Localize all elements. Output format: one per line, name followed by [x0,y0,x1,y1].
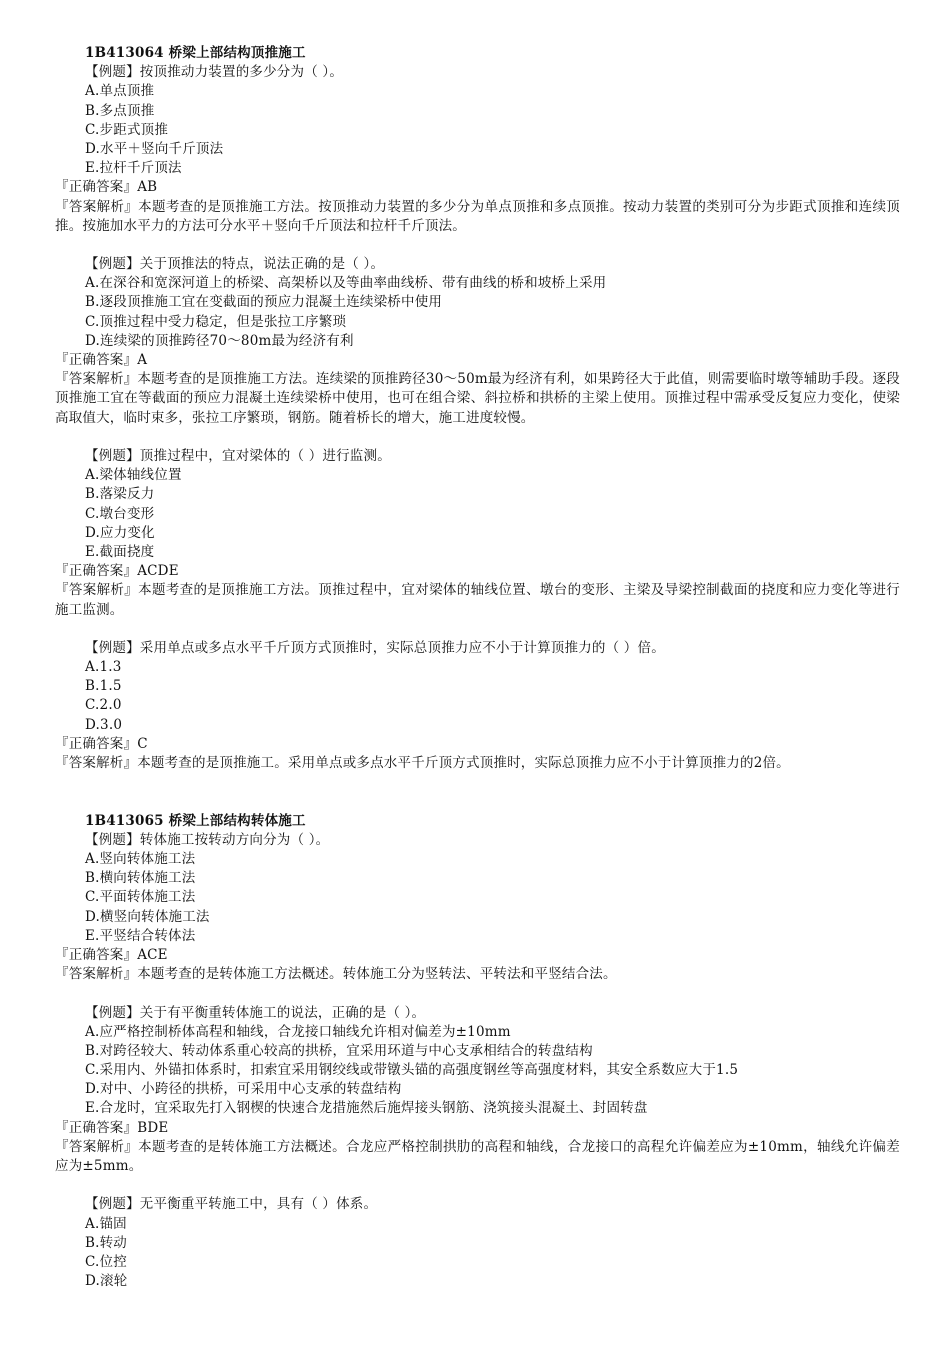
correct-answer: 『正确答案』C [55,735,148,752]
question-option: B.落梁反力 [85,486,155,503]
question-option: D.3.0 [85,716,123,733]
question-option: B.横向转体施工法 [85,870,196,887]
question-stem: 【例题】关于顶推法的特点，说法正确的是（ ）。 [85,256,385,273]
correct-answer: 『正确答案』A [55,352,148,369]
correct-answer: 『正确答案』ACE [55,946,168,963]
question-block [0,1195,950,1291]
question-option: A.竖向转体施工法 [85,851,196,868]
question-block [0,447,950,620]
question-option: E.平竖结合转体法 [85,927,196,944]
question-option: D.对中、小跨径的拱桥，可采用中心支承的转盘结构 [85,1081,402,1098]
question-option: E.合龙时，宜采取先打入钢楔的快速合龙措施然后施焊接头钢筋、浇筑接头混凝土、封固转盘 [85,1100,648,1117]
section-spacer [0,773,950,811]
question-stem: 【例题】按顶推动力装置的多少分为（ ）。 [85,64,344,81]
answer-explanation: 『答案解析』本题考查的是转体施工方法概述。合龙应严格控制拱肋的高程和轴线，合龙接口的高程允许偏差应为±10mm，轴线允许偏差应为±5mm。 [55,1138,900,1175]
question-option: A.单点顶推 [85,83,155,100]
question-option: D.连续梁的顶推跨径70～80m最为经济有利 [85,332,354,349]
answer-explanation: 『答案解析』本题考查的是顶推施工方法。按顶推动力装置的多少分为单点顶推和多点顶推。按动力装置的类别可分为步距式顶推和连续顶推。按施加水平力的方法可分水平＋竖向千斤顶法和拉杆千斤顶法。 [55,198,900,234]
question-option: C.墩台变形 [85,505,155,522]
question-option: C.顶推过程中受力稳定，但是张拉工序繁琐 [85,313,347,330]
section-title: 1B413064 桥梁上部结构顶推施工 [85,45,306,61]
correct-answer: 『正确答案』ACDE [55,563,179,580]
question-option: B.1.5 [85,678,122,695]
question-option: C.平面转体施工法 [85,889,196,906]
question-block [0,1004,950,1177]
question-spacer [0,428,950,447]
answer-explanation: 『答案解析』本题考查的是顶推施工方法。连续梁的顶推跨径30～50m最为经济有利，如果跨径大于此值，则需要临时墩等辅助手段。逐段顶推施工宜在等截面的预应力混凝土连续梁桥中使用，也可在组合梁、斜拉桥和拱桥的主梁上使用。顶推过程中需承受反复应力变化，使梁高取值大，临时束多，张拉工序繁琐，钢筋。随着桥长的增大，施工进度较慢。 [55,371,900,426]
question-option: C.采用内、外锚扣体系时，扣索宜采用钢绞线或带镦头锚的高强度钢丝等高强度材料，其安全系数应大于1.5 [85,1062,739,1079]
question-block [0,255,950,428]
question-option: C.2.0 [85,697,122,714]
question-option: D.横竖向转体施工法 [85,908,210,925]
question-option: B.逐段顶推施工宜在变截面的预应力混凝土连续梁桥中使用 [85,294,443,311]
answer-explanation: 『答案解析』本题考查的是转体施工方法概述。转体施工分为竖转法、平转法和平竖结合法。 [55,966,617,983]
question-option: B.转动 [85,1234,128,1251]
question-option: A.1.3 [85,659,122,676]
question-option: C.步距式顶推 [85,121,169,138]
correct-answer: 『正确答案』AB [55,179,158,196]
question-spacer [0,1176,950,1195]
question-option: B.多点顶推 [85,102,155,119]
question-stem: 【例题】关于有平衡重转体施工的说法，正确的是（ ）。 [85,1004,426,1021]
question-option: B.对跨径较大、转动体系重心较高的拱桥，宜采用环道与中心支承相结合的转盘结构 [85,1042,593,1059]
question-stem: 【例题】转体施工按转动方向分为（ ）。 [85,831,330,848]
question-option: A.应严格控制桥体高程和轴线，合龙接口轴线允许相对偏差为±10mm [85,1023,511,1040]
answer-explanation: 『答案解析』本题考查的是顶推施工。采用单点或多点水平千斤顶方式顶推时，实际总顶推力应不小于计算顶推力的2倍。 [55,755,790,772]
question-block [0,831,950,985]
answer-explanation: 『答案解析』本题考查的是顶推施工方法。顶推过程中，宜对梁体的轴线位置、墩台的变形、主梁及导梁控制截面的挠度和应力变化等进行施工监测。 [55,582,900,618]
question-option: D.应力变化 [85,524,155,541]
question-option: D.水平＋竖向千斤顶法 [85,140,224,157]
correct-answer: 『正确答案』BDE [55,1119,169,1136]
question-stem: 【例题】无平衡重平转施工中，具有（ ）体系。 [85,1196,378,1213]
question-option: E.拉杆千斤顶法 [85,160,182,177]
question-block [0,63,950,236]
question-stem: 【例题】顶推过程中，宜对梁体的（ ）进行监测。 [85,448,391,465]
section-title: 1B413065 桥梁上部结构转体施工 [85,812,306,829]
question-spacer [0,984,950,1003]
question-option: A.在深谷和宽深河道上的桥梁、高架桥以及等曲率曲线桥、带有曲线的桥和坡桥上采用 [85,275,607,292]
question-stem: 【例题】采用单点或多点水平千斤顶方式顶推时，实际总顶推力应不小于计算顶推力的（ ）倍。 [85,639,665,656]
question-option: C.位控 [85,1254,127,1270]
question-option: D.滚轮 [85,1273,128,1290]
question-spacer [0,620,950,639]
document-page [0,44,950,1291]
question-spacer [0,236,950,255]
question-option: A.梁体轴线位置 [85,467,182,484]
question-option: E.截面挠度 [85,543,155,560]
question-block [0,639,950,773]
question-option: A.锚固 [85,1215,127,1232]
